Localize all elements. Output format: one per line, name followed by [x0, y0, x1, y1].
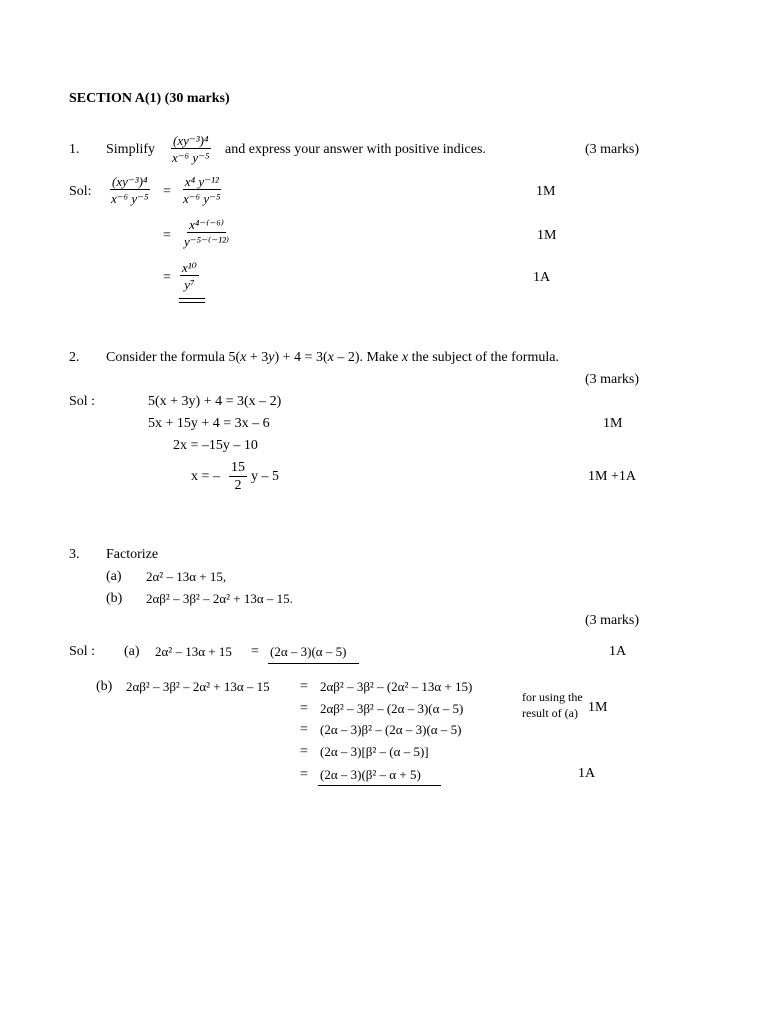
q3-note-line2: result of (a) [522, 706, 578, 720]
q3-sol-b-lhs: 2αβ² – 3β² – 2α² + 13α – 15 [126, 679, 270, 694]
q2-text-mid2: ) + 4 = 3( [274, 350, 328, 365]
q3-number: 3. [69, 547, 80, 562]
q2-sol-label: Sol : [69, 394, 96, 409]
q2-number: 2. [69, 350, 80, 365]
q2-text-suffix: the subject of the formula. [408, 350, 559, 365]
q1-step1-lhs-numerator: (xy⁻³)⁴ [112, 174, 148, 189]
q2-step4-lhs: x = – [191, 469, 220, 484]
q3-sol-b-step2-equals: = [300, 701, 308, 716]
q3-sol-b-step3: (2α – 3)β² – (2α – 3)(α – 5) [320, 722, 462, 737]
q1-step3-denominator: y⁷ [184, 277, 195, 292]
q2-step2: 5x + 15y + 4 = 3x – 6 [148, 416, 270, 431]
q1-step2-mark: 1M [537, 228, 557, 243]
q1-question-text: and express your answer with positive indices. [225, 142, 486, 157]
q2-text-var-x3: x [401, 350, 409, 365]
q3-title: Factorize [106, 547, 159, 562]
q3-sol-b-step5-equals: = [300, 767, 308, 782]
q1-step1-rhs-numerator: x⁴ y⁻¹² [184, 174, 219, 189]
q1-step3-fraction [180, 261, 199, 291]
q1-step1-lhs [109, 175, 151, 205]
q2-question-text [106, 351, 559, 365]
q2-step4-fraction [229, 461, 247, 493]
q3-sol-b-step4: (2α – 3)[β² – (α – 5)] [320, 744, 429, 759]
q1-step3-mark: 1A [533, 270, 551, 285]
q1-step1-equals: = [163, 184, 171, 199]
q2-step2-mark: 1M [603, 416, 623, 431]
q1-step2-denominator: y⁻⁵⁻⁽⁻¹²⁾ [184, 234, 230, 249]
q2-text-var-y1: y [268, 350, 275, 365]
q1-step2-equals: = [163, 228, 171, 243]
q3-sol-a-rhs: (2α – 3)(α – 5) [270, 644, 347, 659]
q1-sol-label: Sol: [69, 184, 92, 199]
q3-step5-mark: 1A [578, 766, 596, 781]
q2-step4-mark: 1M +1A [588, 469, 636, 484]
q3-part-a-expression: 2α² – 13α + 15, [146, 569, 227, 584]
q2-step4-denominator: 2 [234, 478, 242, 493]
q1-expression-denominator: x⁻⁶ y⁻⁵ [172, 150, 210, 165]
q1-number: 1. [69, 142, 80, 157]
q2-text-mid3: – 2). Make [333, 350, 402, 365]
q3-sol-b-label: (b) [96, 679, 113, 694]
q2-step3: 2x = –15y – 10 [173, 438, 258, 453]
q3-sol-b-step4-equals: = [300, 744, 308, 759]
q1-step1-lhs-denominator: x⁻⁶ y⁻⁵ [111, 191, 149, 206]
q3-sol-b-step3-equals: = [300, 722, 308, 737]
q1-step3-numerator: x¹⁰ [182, 260, 197, 275]
q3-sol-a-equals: = [251, 644, 259, 659]
q3-sol-a-label: (a) [124, 644, 140, 659]
q3-part-b-label: (b) [106, 591, 123, 606]
q3-part-a-label: (a) [106, 569, 122, 584]
q3-sol-label: Sol : [69, 644, 96, 659]
q3-sol-a-mark: 1A [609, 644, 627, 659]
q1-step1-rhs [181, 175, 223, 205]
q3-sol-b-step1: 2αβ² – 3β² – (2α² – 13α + 15) [320, 679, 473, 694]
q2-step4-numerator: 15 [231, 460, 245, 475]
q1-step2-numerator: x⁴⁻⁽⁻⁶⁾ [189, 217, 224, 232]
q1-step1-rhs-denominator: x⁻⁶ y⁻⁵ [183, 191, 221, 206]
q3-note-line1: for using the [522, 690, 583, 704]
q1-step1-mark: 1M [536, 184, 556, 199]
q3-sol-a-underline [268, 663, 359, 664]
q1-expression-numerator: (xy⁻³)⁴ [173, 133, 209, 148]
q2-step1: 5(x + 3y) + 4 = 3(x – 2) [148, 394, 282, 409]
q3-sol-b-underline [318, 785, 441, 786]
q3-sol-b-step2: 2αβ² – 3β² – (2α – 3)(α – 5) [320, 701, 464, 716]
q1-marks: (3 marks) [585, 142, 640, 157]
q3-sol-a-lhs: 2α² – 13α + 15 [155, 644, 232, 659]
q3-step2-mark: 1M [588, 700, 608, 715]
q2-text-var-x1: x [240, 350, 247, 365]
q3-marks: (3 marks) [585, 613, 640, 628]
q2-text-var-x2: x [327, 350, 334, 365]
q2-marks: (3 marks) [585, 372, 640, 387]
q1-step2-fraction [182, 218, 231, 248]
q3-part-b-expression: 2αβ² – 3β² – 2α² + 13α – 15. [146, 591, 293, 606]
q1-expression [170, 134, 212, 164]
section-title: SECTION A(1) (30 marks) [69, 91, 230, 106]
q3-sol-b-step1-equals: = [300, 679, 308, 694]
q2-step4-rhs: y – 5 [251, 469, 279, 484]
q1-step3-equals: = [163, 270, 171, 285]
q1-simplify-word: Simplify [106, 142, 156, 157]
q2-text-mid1: + 3 [246, 350, 269, 365]
q2-text-prefix: Consider the formula 5( [106, 350, 241, 365]
q3-sol-b-step5: (2α – 3)(β² – α + 5) [320, 767, 421, 782]
q1-answer-double-underline [179, 298, 205, 303]
